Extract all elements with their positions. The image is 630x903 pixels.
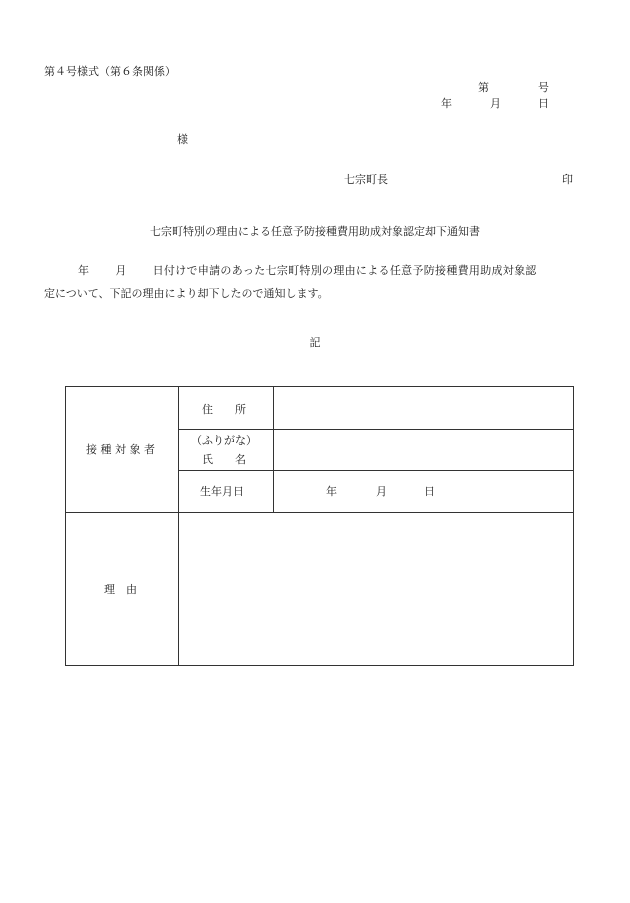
body-year: 年 bbox=[78, 264, 90, 277]
issue-date-month: 月 bbox=[490, 97, 501, 110]
address-label: 住 所 bbox=[202, 403, 246, 416]
body-text-line-2: 定について、下記の理由により却下したので通知します。 bbox=[44, 287, 329, 300]
addressee-honorific: 様 bbox=[177, 133, 188, 146]
table-section-divider bbox=[66, 512, 573, 513]
reason-label: 理 由 bbox=[104, 583, 137, 596]
body-line1-text: 日付けで申請のあった七宗町特別の理由による任意予防接種費用助成対象認 bbox=[152, 264, 537, 277]
issue-date-day: 日 bbox=[538, 97, 549, 110]
issue-date-year: 年 bbox=[441, 97, 452, 110]
furigana-label: （ふりがな） bbox=[191, 434, 257, 447]
table-row-divider-2 bbox=[178, 470, 573, 471]
document-number-suffix: 号 bbox=[538, 81, 549, 94]
body-month: 月 bbox=[115, 264, 127, 277]
birth-month: 月 bbox=[376, 485, 387, 498]
table-row-divider-1 bbox=[178, 429, 573, 430]
ki-heading: 記 bbox=[309, 336, 321, 349]
seal-mark: 印 bbox=[562, 173, 573, 186]
issuer-title: 七宗町長 bbox=[344, 173, 388, 186]
name-label: 氏 名 bbox=[202, 453, 246, 466]
document-number-prefix: 第 bbox=[478, 81, 489, 94]
birth-day: 日 bbox=[424, 485, 435, 498]
body-text-line-1 bbox=[44, 265, 584, 276]
birthdate-label: 生年月日 bbox=[200, 485, 244, 498]
applicant-info-table bbox=[65, 386, 574, 666]
birth-year: 年 bbox=[326, 485, 337, 498]
form-number: 第４号様式（第６条関係） bbox=[44, 65, 176, 78]
table-divider-middle bbox=[273, 387, 274, 512]
subject-label: 接 種 対 象 者 bbox=[86, 443, 155, 456]
document-title: 七宗町特別の理由による任意予防接種費用助成対象認定却下通知書 bbox=[150, 225, 480, 238]
